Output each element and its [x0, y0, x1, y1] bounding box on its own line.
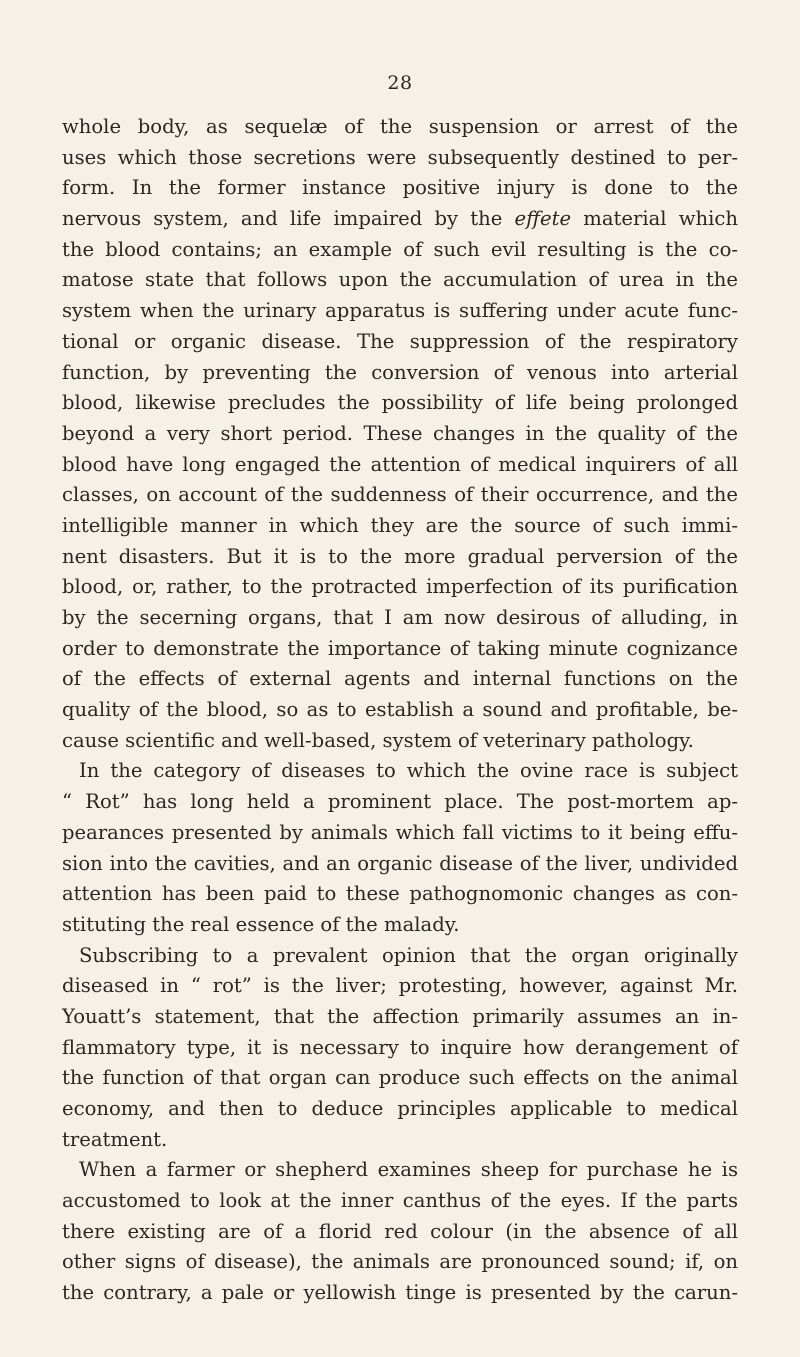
- text-line: the function of that organ can produce such effects on the animal: [62, 1066, 738, 1090]
- text-line: Subscribing to a prevalent opinion that the organ originally: [79, 943, 738, 967]
- text-line: When a farmer or shepherd examines sheep for purchase he is: [79, 1158, 738, 1182]
- text-line: matose state that follows upon the accumulation of urea in the: [62, 268, 738, 292]
- text-line: there existing are of a florid red colour (in the absence of all: [62, 1219, 738, 1243]
- text-line: Youatt’s statement, that the affection primarily assumes an in-: [62, 1004, 738, 1028]
- text-line: the blood contains; an example of such evil resulting is the co-: [62, 237, 738, 261]
- text-line: quality of the blood, so as to establish a sound and profitable, be-: [62, 698, 738, 722]
- text-line: stituting the real essence of the malady.: [62, 912, 460, 936]
- text-line: blood, likewise precludes the possibility of life being prolonged: [62, 391, 738, 415]
- text-line: sion into the cavities, and an organic disease of the liver, undivided: [62, 851, 738, 875]
- text-line: other signs of disease), the animals are pronounced sound; if, on: [62, 1250, 738, 1274]
- text-line: uses which those secretions were subsequently destined to per-: [62, 145, 738, 169]
- text-line: order to demonstrate the importance of taking minute cognizance: [62, 636, 738, 660]
- page-number: 28: [387, 72, 413, 94]
- text-line: of the effects of external agents and internal functions on the: [62, 667, 738, 691]
- italic-word-effete: effete: [514, 207, 572, 231]
- text-line: system when the urinary apparatus is suffering under acute func-: [62, 299, 738, 323]
- text-line: economy, and then to deduce principles applicable to medical: [62, 1097, 738, 1120]
- text-line: nent disasters. But it is to the more gradual perversion of the: [62, 544, 738, 568]
- text-line: accustomed to look at the inner canthus of the eyes. If the parts: [62, 1189, 738, 1213]
- body-text: [62, 112, 738, 1309]
- text-line-start: nervous system, and life impaired by the: [62, 207, 503, 231]
- text-line: intelligible manner in which they are the source of such immi-: [62, 513, 738, 537]
- text-line: the contrary, a pale or yellowish tinge is presented by the carun-: [62, 1281, 738, 1305]
- text-line: function, by preventing the conversion of venous into arterial: [62, 360, 738, 384]
- text-line: diseased in “ rot” is the liver; protesting, however, against Mr.: [62, 974, 738, 998]
- text-line: flammatory type, it is necessary to inquire how derangement of: [62, 1035, 738, 1059]
- text-line: pearances presented by animals which fall victims to it being effu-: [62, 820, 738, 844]
- text-line: In the category of diseases to which the ovine race is subject: [79, 759, 738, 783]
- text-line: treatment.: [62, 1127, 168, 1151]
- text-line: blood have long engaged the attention of medical inquirers of all: [62, 452, 738, 476]
- text-line: form. In the former instance positive injury is done to the: [62, 176, 738, 200]
- text-line: classes, on account of the suddenness of their occurrence, and the: [62, 483, 738, 507]
- text-line-end: material which: [583, 207, 738, 231]
- text-line: blood, or, rather, to the protracted imperfection of its purification: [62, 575, 738, 599]
- text-line: by the secerning organs, that I am now desirous of alluding, in: [62, 606, 738, 629]
- text-line: “ Rot” has long held a prominent place. The post-mortem ap-: [62, 790, 738, 814]
- text-line: beyond a very short period. These changes in the quality of the: [62, 421, 738, 445]
- text-line: [62, 204, 738, 235]
- text-line: cause scientific and well-based, system of veterinary pathology.: [62, 728, 694, 752]
- text-line: tional or organic disease. The suppression of the respiratory: [62, 329, 738, 353]
- text-line: attention has been paid to these pathognomonic changes as con-: [62, 882, 738, 906]
- text-line: whole body, as sequelæ of the suspension or arrest of the: [62, 115, 738, 138]
